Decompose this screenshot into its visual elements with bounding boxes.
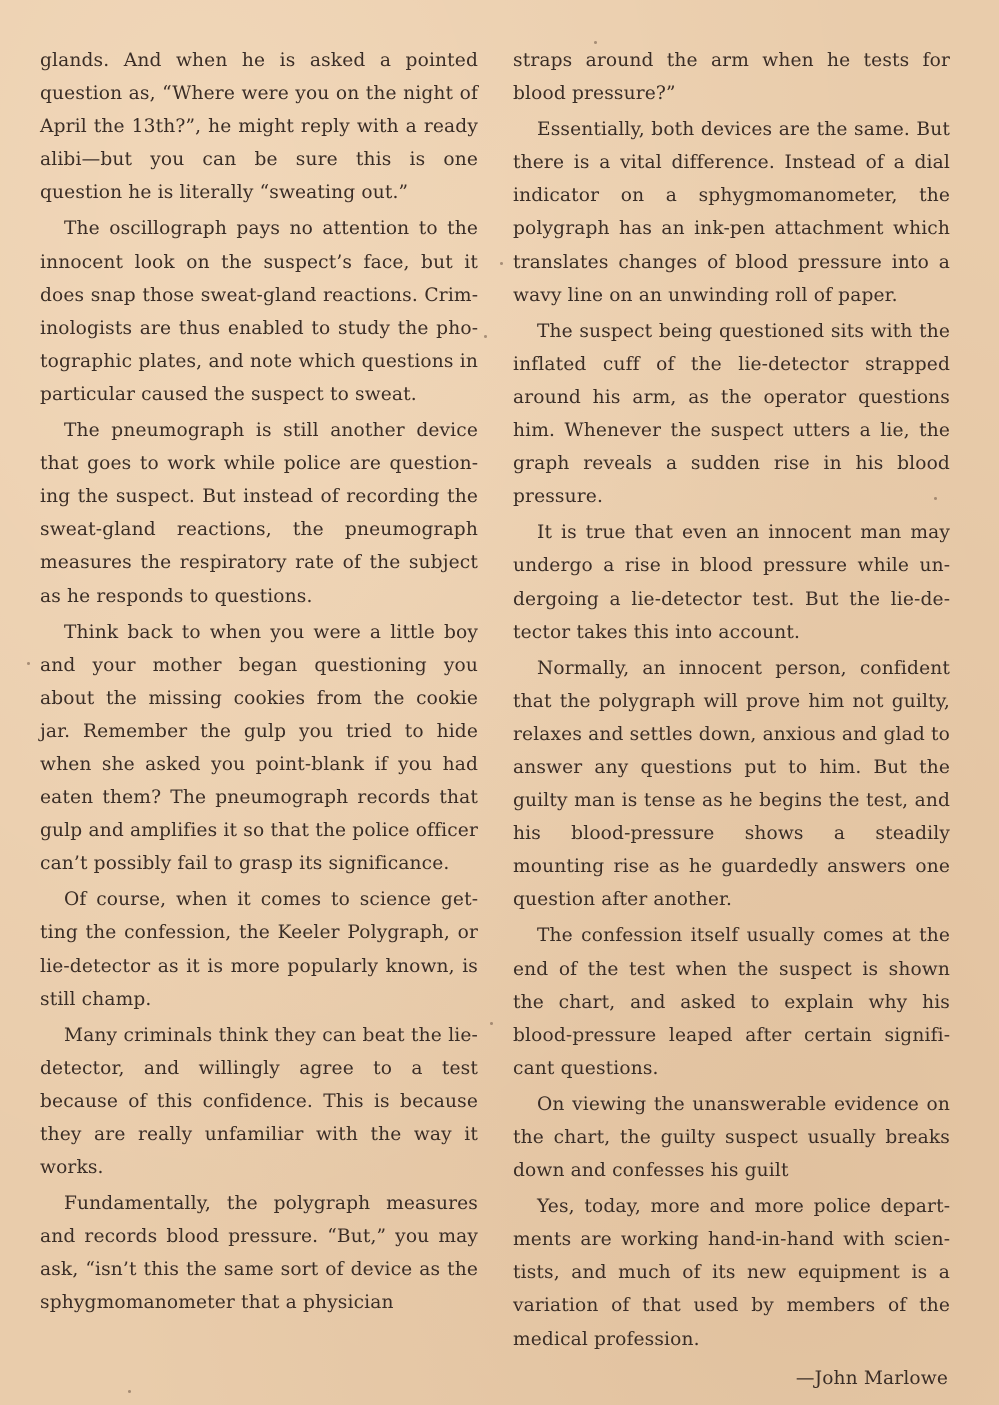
paper-speck: [934, 497, 937, 500]
paragraph: Yes, today, more and more police departments are working hand-in-hand with scientists, and much of its new equipment is a variation of that used by members of the medical profession.: [513, 1196, 950, 1350]
paragraph: straps around the arm when he tests for blood pressure?”: [513, 50, 950, 105]
paragraph: The oscillograph pays no attention to the innocent look on the suspect’s face, but it does snap those sweat-gland reactions. Criminologists are thus enabled to study the photographic plates, and note which questions in particular caused the suspect to sweat.: [40, 218, 478, 405]
paper-speck: [484, 335, 487, 338]
paragraph: Normally, an innocent person, confident that the polygraph will prove him not guilty, relaxes and settles down, anxious and glad to answer any questions put to him. But the guilty man is tense as he begins the test, and his blood-pressure shows a steadily mounting rise as he guardedly answers one question after another.: [513, 657, 950, 911]
paragraph: On viewing the unanswerable evidence on the chart, the guilty suspect usually breaks down and confesses his guilt: [513, 1093, 950, 1182]
paragraph: Essentially, both devices are the same. But there is a vital difference. Instead of a dial indicator on a sphygmomanometer, the polygraph has an ink-pen attachment which translates changes of blood pressure into a wavy line on an unwinding roll of paper.: [513, 119, 950, 306]
left-column: [40, 44, 478, 1323]
paper-speck: [128, 1390, 131, 1393]
right-column: [513, 44, 950, 1398]
paper-speck: [594, 41, 597, 44]
paragraph: The pneumograph is still another device that goes to work while police are questioning the suspect. But instead of recording the sweat-gland reactions, the pneumograph measures the respiratory rate of the subject as he responds to questions.: [40, 420, 478, 607]
paragraph: It is true that even an innocent man may undergo a rise in blood pressure while undergoing a lie-detector test. But the lie-detector takes this into account.: [513, 522, 950, 643]
paragraph: Fundamentally, the polygraph measures and records blood pressure. “But,” you may ask, “isn’t this the same sort of device as the sphygmomanometer that a physician: [40, 1193, 478, 1314]
paragraph: The suspect being questioned sits with the inflated cuff of the lie-detector strapped around his arm, as the operator questions him. Whenever the suspect utters a lie, the graph reveals a sudden rise in his blood pressure.: [513, 320, 950, 508]
paragraph: Think back to when you were a little boy and your mother began questioning you about the missing cookies from the cookie jar. Remember the gulp you tried to hide when she asked you point-blank if you had eaten them? The pneumograph records that gulp and amplifies it so that the police officer can’t possibly fail to grasp its significance.: [40, 621, 478, 875]
paragraph: Many criminals think they can beat the lie-detector, and willingly agree to a test because of this confidence. This is because they are really unfamiliar with the way it works.: [40, 1024, 478, 1179]
paper-speck: [500, 262, 503, 265]
paragraph: glands. And when he is asked a pointed question as, “Where were you on the night of April the 13th?”, he might reply with a ready alibi—but you can be sure this is one question he is literally “sweating out.”: [40, 50, 478, 204]
paper-speck: [490, 1022, 493, 1025]
paragraph: The confession itself usually comes at the end of the test when the suspect is shown the chart, and asked to explain why his blood-pressure leaped after certain significant questions.: [513, 925, 950, 1079]
paragraph: Of course, when it comes to science getting the confession, the Keeler Polygraph, or lie-detector as it is more popularly known, is still champ.: [40, 889, 478, 1010]
author-signature: —John Marlowe: [795, 1367, 948, 1389]
paper-speck: [27, 662, 30, 665]
